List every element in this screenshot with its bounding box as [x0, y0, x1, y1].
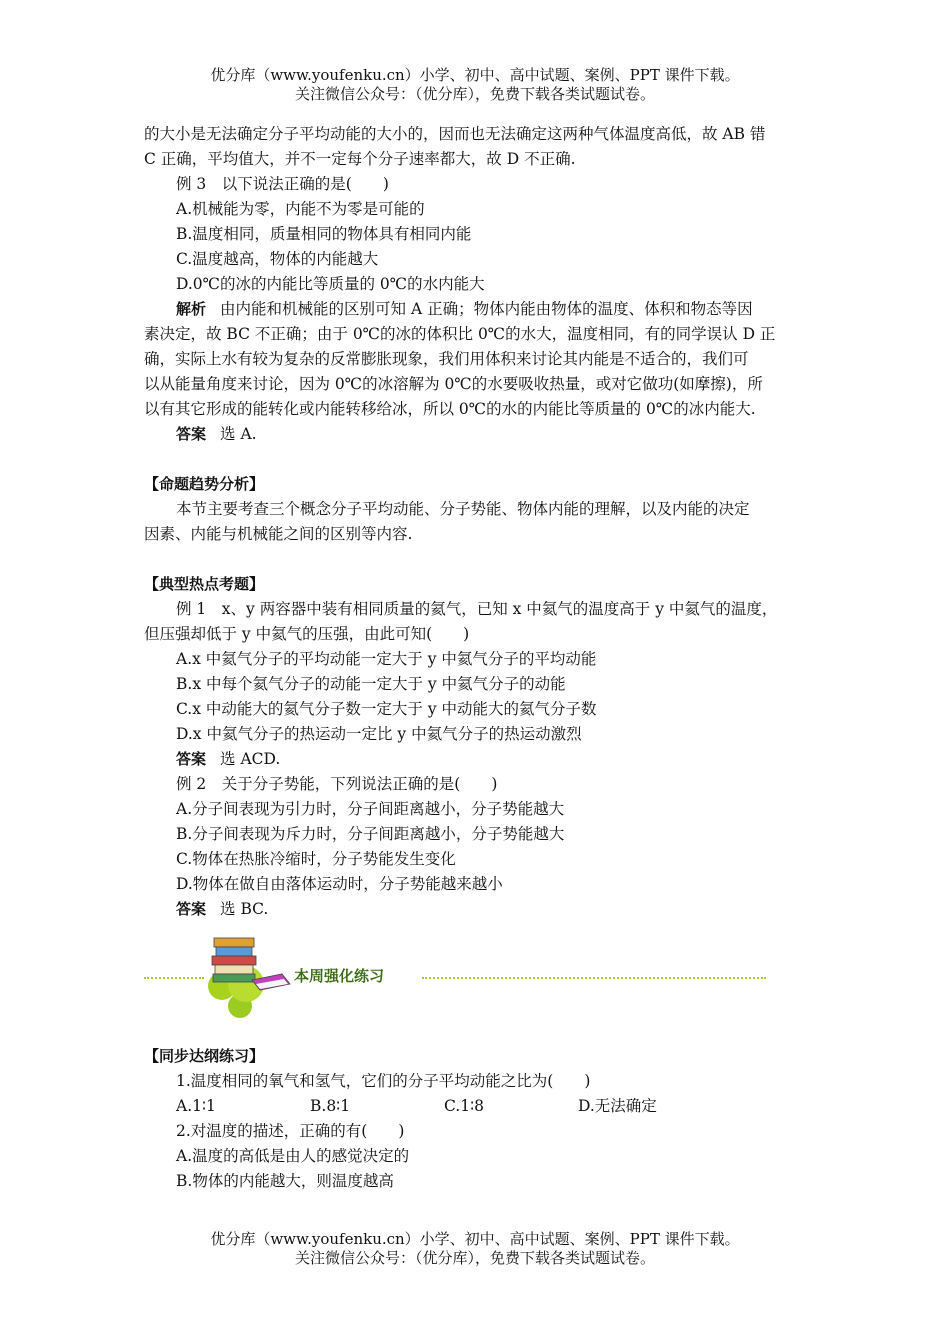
hot-ex1-option-c: C.x 中动能大的氦气分子数一定大于 y 中动能大的氦气分子数 — [176, 700, 597, 718]
example3-option-d: D.0℃的冰的内能比等质量的 0℃的水内能大 — [176, 275, 485, 293]
trend-line-1: 本节主要考查三个概念分子平均动能、分子势能、物体内能的理解，以及内能的决定 — [176, 500, 750, 518]
practice-q1-options — [144, 1094, 814, 1119]
trend-heading: 【命题趋势分析】 — [144, 475, 265, 493]
banner-divider-right — [422, 977, 766, 979]
hot-ex2-option-d: D.物体在做自由落体运动时，分子势能越来越小 — [176, 875, 503, 893]
intro-line-2: C 正确，平均值大，并不一定每个分子速率都大，故 D 不正确. — [144, 150, 576, 168]
q1-option-d: D.无法确定 — [578, 1097, 657, 1115]
footer-line-2: 关注微信公众号：（优分库），免费下载各类试题试卷。 — [294, 1249, 655, 1267]
answer-text: 选 A. — [220, 425, 257, 443]
example3-answer — [144, 422, 814, 447]
example3-option-a: A.机械能为零，内能不为零是可能的 — [176, 200, 425, 218]
answer-label: 答案 — [176, 900, 207, 918]
q2-option-a: A.温度的高低是由人的感觉决定的 — [176, 1147, 410, 1165]
hot-ex1-option-a: A.x 中氦气分子的平均动能一定大于 y 中氦气分子的平均动能 — [176, 650, 597, 668]
hot-ex2-option-c: C.物体在热胀冷缩时，分子势能发生变化 — [176, 850, 456, 868]
q1-option-b: B.8∶1 — [310, 1097, 351, 1115]
hot-ex2-option-b: B.分子间表现为斥力时，分子间距离越小，分子势能越大 — [176, 825, 565, 843]
page-header — [0, 66, 950, 104]
q1-option-a: A.1∶1 — [176, 1097, 216, 1115]
hot-ex1-line-2: 但压强却低于 y 中氦气的压强，由此可知( ) — [144, 625, 470, 643]
intro-line-1: 的大小是无法确定分子平均动能的大小的，因而也无法确定这两种气体温度高低，故 AB 错 — [144, 125, 766, 143]
header-line-1: 优分库（www.youfenku.cn）小学、初中、高中试题、案例、PPT 课件下载。 — [210, 66, 740, 84]
q2-option-b: B.物体的内能越大，则温度越高 — [176, 1172, 394, 1190]
header-line-2: 关注微信公众号：（优分库），免费下载各类试题试卷。 — [294, 85, 655, 103]
example3-option-b: B.温度相同，质量相同的物体具有相同内能 — [176, 225, 472, 243]
answer-text: 选 ACD. — [220, 750, 281, 768]
hot-ex2-question: 例 2 关于分子势能，下列说法正确的是( ) — [176, 775, 498, 793]
example3-analysis-line-4: 以从能量角度来讨论，因为 0℃的冰溶解为 0℃的水要吸收热量，或对它做功(如摩擦)，所 — [144, 375, 763, 393]
footer-line-1: 优分库（www.youfenku.cn）小学、初中、高中试题、案例、PPT 课件下载。 — [210, 1230, 740, 1248]
hot-heading: 【典型热点考题】 — [144, 575, 265, 593]
page-footer — [0, 1230, 950, 1268]
example3-analysis-line-1 — [144, 297, 814, 322]
analysis-text: 由内能和机械能的区别可知 A 正确；物体内能由物体的温度、体积和物态等因 — [220, 300, 753, 318]
answer-label: 答案 — [176, 425, 207, 443]
books-icon — [200, 922, 300, 1022]
answer-label: 答案 — [176, 750, 207, 768]
example3-analysis-line-5: 以有其它形成的能转化或内能转移给冰，所以 0℃的水的内能比等质量的 0℃的冰内能大. — [144, 400, 756, 418]
hot-ex2-option-a: A.分子间表现为引力时，分子间距离越小，分子势能越大 — [176, 800, 565, 818]
example3-question: 例 3 以下说法正确的是( ) — [176, 175, 389, 193]
practice-q2: 2.对温度的描述，正确的有( ) — [176, 1122, 405, 1140]
banner-divider-left — [144, 977, 204, 979]
hot-ex1-option-d: D.x 中氦气分子的热运动一定比 y 中氦气分子的热运动激烈 — [176, 725, 582, 743]
example3-analysis-line-3: 确，实际上水有较为复杂的反常膨胀现象，我们用体积来讨论其内能是不适合的，我们可 — [144, 350, 749, 368]
document-body — [144, 122, 814, 1194]
banner-title: 本周强化练习 — [294, 967, 385, 985]
hot-ex1-answer — [144, 747, 814, 772]
hot-ex1-line-1: 例 1 x、y 两容器中装有相同质量的氦气，已知 x 中氦气的温度高于 y 中氦气的温度， — [176, 600, 778, 618]
trend-line-2: 因素、内能与机械能之间的区别等内容. — [144, 525, 413, 543]
example3-option-c: C.温度越高，物体的内能越大 — [176, 250, 379, 268]
example3-analysis-line-2: 素决定，故 BC 不正确；由于 0℃的冰的体积比 0℃的水大，温度相同，有的同学误认 D 正 — [144, 325, 776, 343]
q1-option-c: C.1∶8 — [444, 1097, 484, 1115]
hot-ex1-option-b: B.x 中每个氦气分子的动能一定大于 y 中氦气分子的动能 — [176, 675, 566, 693]
practice-heading: 【同步达纲练习】 — [144, 1047, 265, 1065]
hot-ex2-answer — [144, 897, 814, 922]
answer-text: 选 BC. — [220, 900, 269, 918]
analysis-label: 解析 — [176, 300, 207, 318]
practice-q1: 1.温度相同的氧气和氢气，它们的分子平均动能之比为( ) — [176, 1072, 591, 1090]
weekly-practice-banner — [144, 922, 814, 1040]
